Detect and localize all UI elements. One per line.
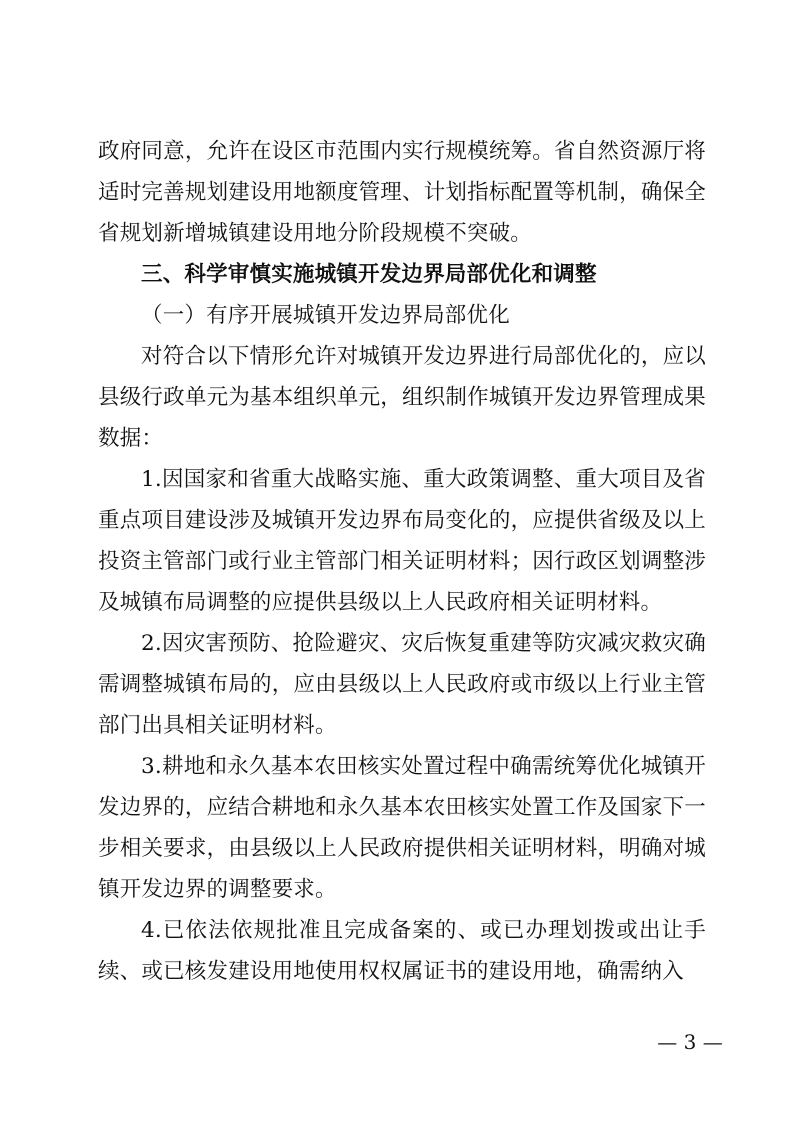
paragraph-item-4: 4.已依法依规批准且完成备案的、或已办理划拨或出让手续、或已核发建设用地使用权权属证书的建设用地，确需纳入 xyxy=(98,918,706,984)
section-heading: 三、科学审慎实施城镇开发边界局部优化和调整 xyxy=(141,262,597,287)
paragraph-item-2: 2.因灾害预防、抢险避灾、灾后恢复重建等防灾减灾救灾确需调整城镇布局的，应由县级以上人民政府或市级以上行业主管部门出具相关证明材料。 xyxy=(98,631,706,738)
subsection-heading: （一）有序开展城镇开发边界局部优化 xyxy=(141,303,510,328)
paragraph-intro: 对符合以下情形允许对城镇开发边界进行局部优化的，应以县级行政单元为基本组织单元，组织制作城镇开发边界管理成果数据： xyxy=(98,344,706,451)
paragraph-continuation: 政府同意，允许在设区市范围内实行规模统筹。省自然资源厅将适时完善规划建设用地额度管理、计划指标配置等机制，确保全省规划新增城镇建设用地分阶段规模不突破。 xyxy=(98,139,706,246)
document-body xyxy=(98,131,706,992)
paragraph-item-3: 3.耕地和永久基本农田核实处置过程中确需统筹优化城镇开发边界的，应结合耕地和永久基本农田核实处置工作及国家下一步相关要求，由县级以上人民政府提供相关证明材料，明确对城镇开发边界的调整要求。 xyxy=(98,754,706,902)
paragraph-item-1: 1.因国家和省重大战略实施、重大政策调整、重大项目及省重点项目建设涉及城镇开发边界布局变化的，应提供省级及以上投资主管部门或行业主管部门相关证明材料；因行政区划调整涉及城镇布局调整的应提供县级以上人民政府相关证明材料。 xyxy=(98,467,706,615)
page-number: — 3 — xyxy=(657,1030,723,1054)
